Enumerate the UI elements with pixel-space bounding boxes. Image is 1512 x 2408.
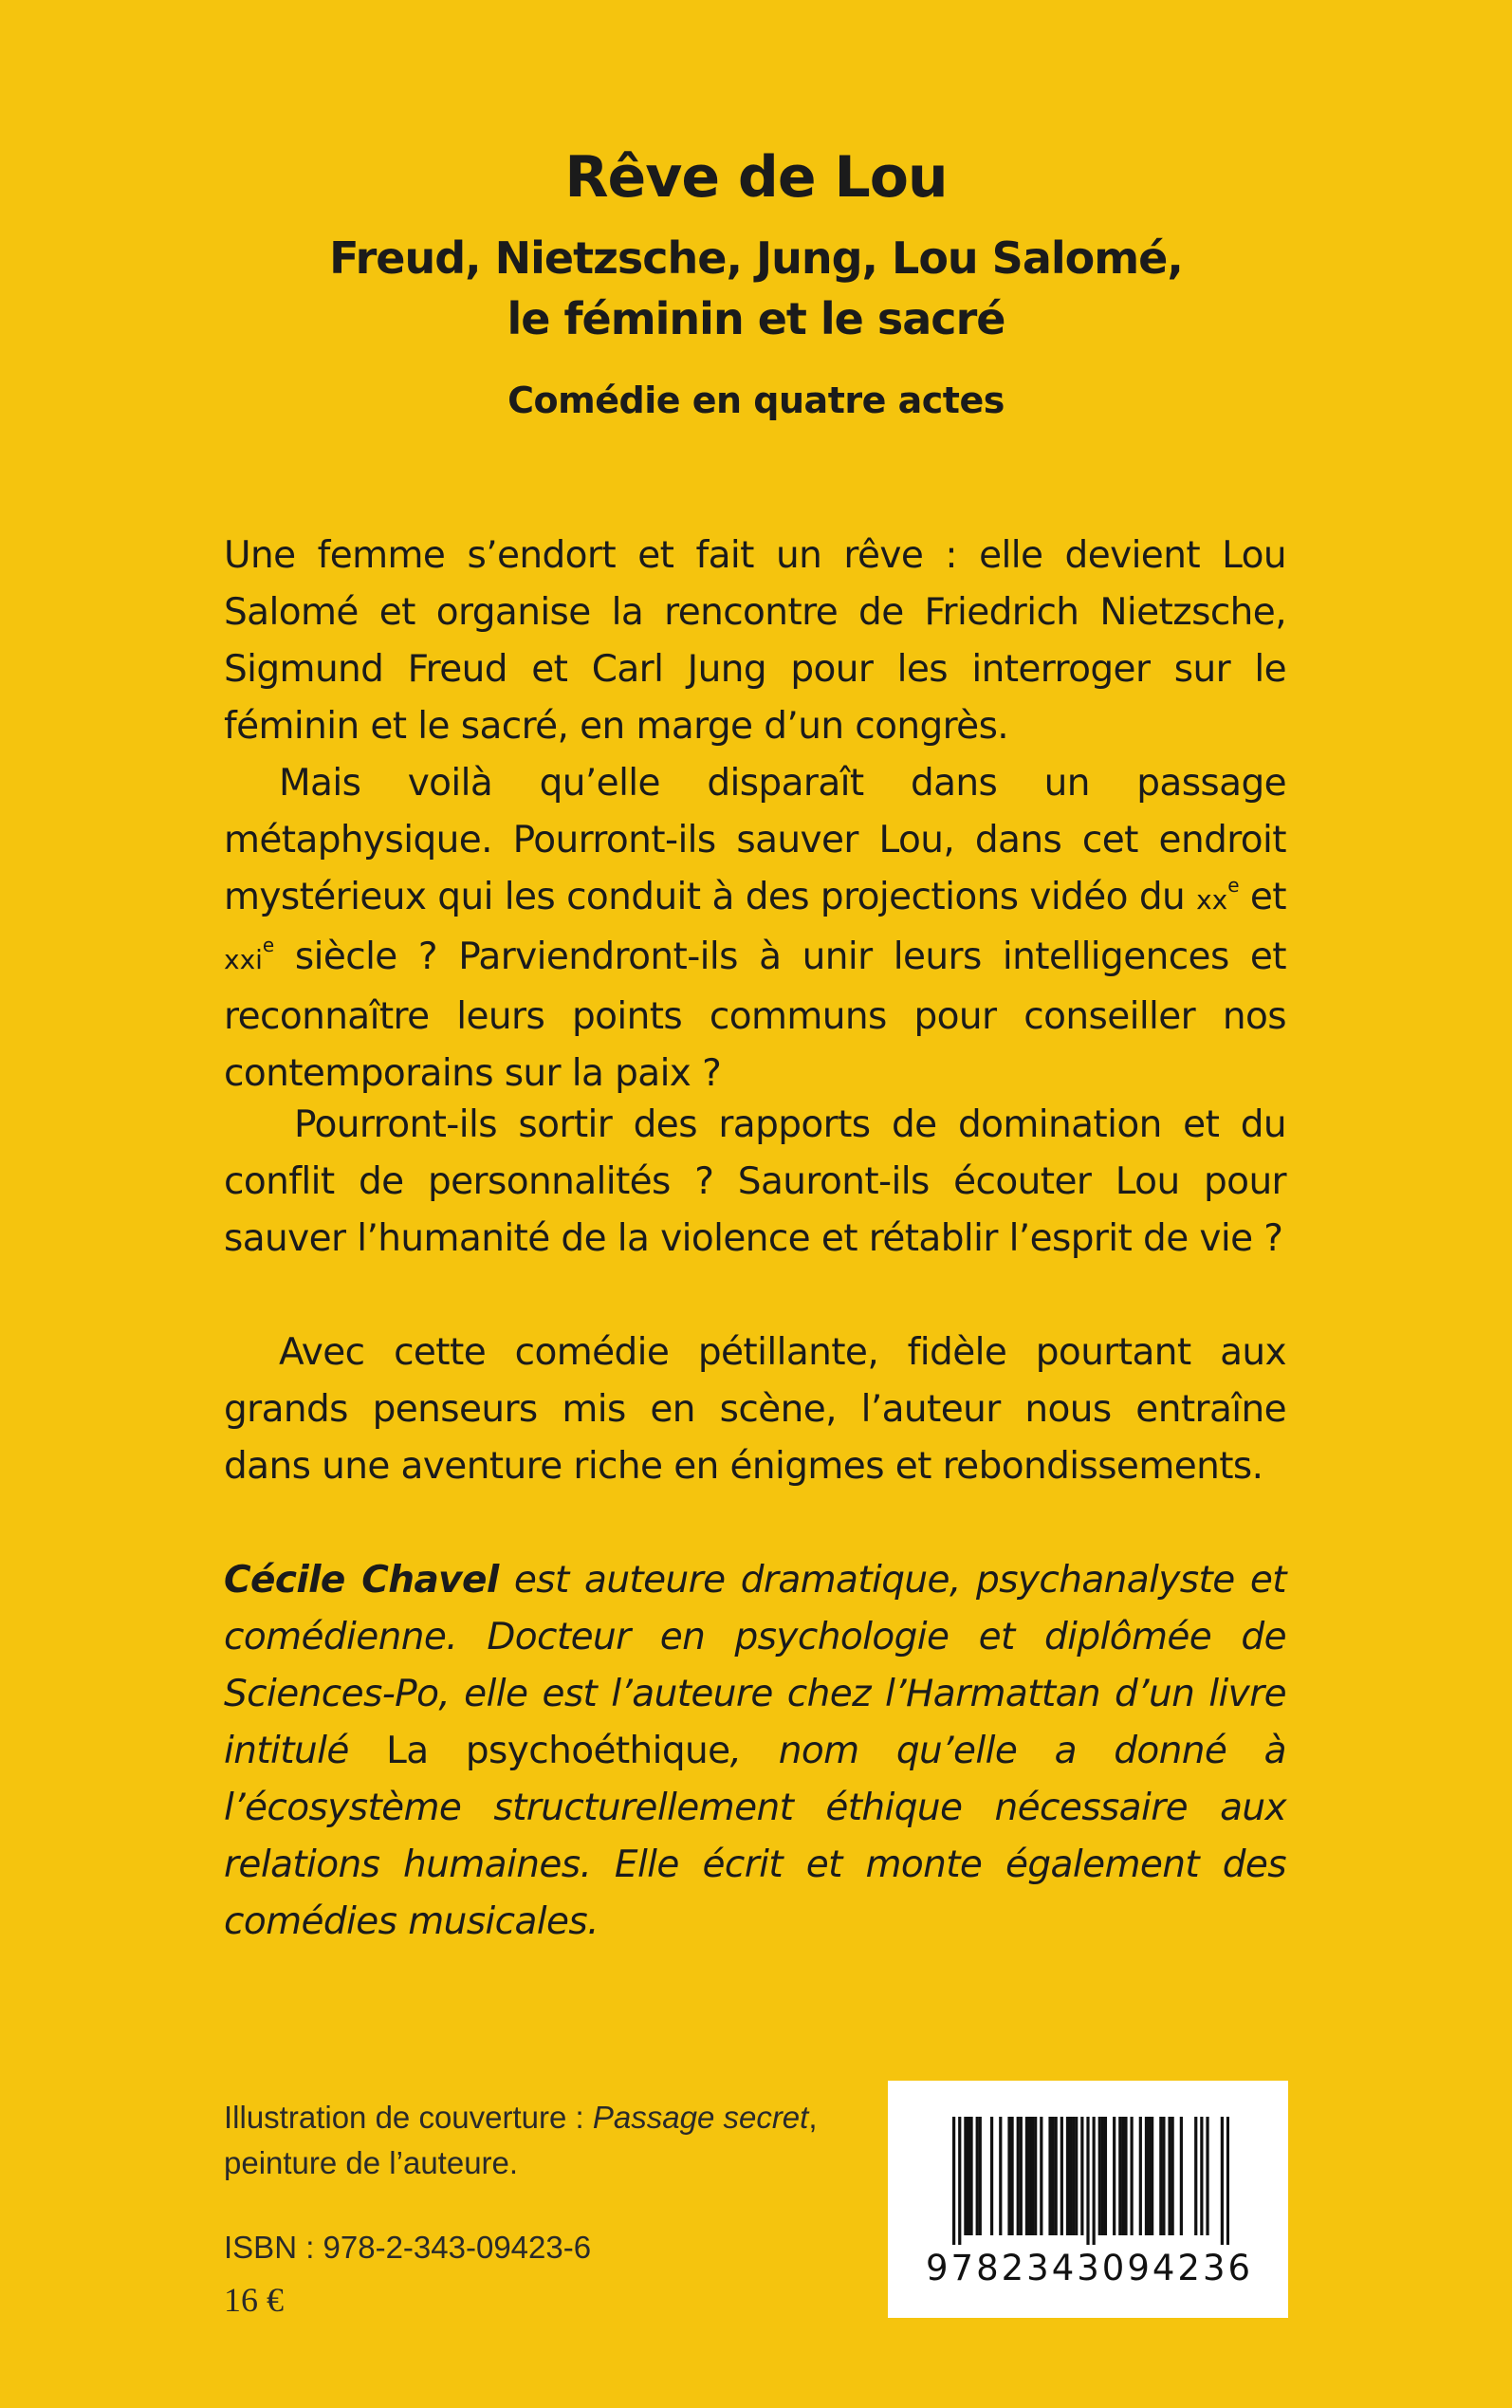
barcode-bar — [1194, 2117, 1197, 2235]
barcode-bar — [1101, 2117, 1104, 2235]
price: 16 € — [224, 2281, 284, 2319]
barcode-bar — [1093, 2117, 1096, 2245]
barcode-bar — [1221, 2117, 1224, 2245]
century-21: xxi — [224, 944, 263, 975]
barcode-bar — [1168, 2117, 1171, 2235]
barcode-bar — [1226, 2117, 1229, 2245]
barcode-bar — [952, 2117, 955, 2245]
barcode-bar — [1017, 2117, 1020, 2235]
author-name: Cécile Chavel — [224, 1559, 499, 1602]
blurb-paragraph-3 — [224, 1097, 1286, 1268]
blurb-paragraph-2-text — [224, 755, 1286, 1102]
illustration-credit — [224, 2095, 818, 2186]
barcode-bar — [1121, 2117, 1124, 2235]
barcode-bar — [1072, 2117, 1075, 2235]
barcode-bar — [1048, 2117, 1051, 2235]
barcode-bar — [958, 2117, 961, 2245]
barcode-bar — [1148, 2117, 1151, 2235]
century-20-superscript: e — [1227, 874, 1239, 897]
barcode-bar — [1007, 2117, 1010, 2235]
barcode-bar — [1055, 2117, 1058, 2235]
barcode-bar — [1080, 2117, 1083, 2235]
barcode-bar — [1010, 2117, 1013, 2235]
barcode-bar — [1113, 2117, 1116, 2235]
barcode-bar — [1025, 2117, 1028, 2235]
barcode-bar — [979, 2117, 982, 2235]
barcode-bar — [999, 2117, 1002, 2235]
barcode-bar — [1130, 2117, 1133, 2235]
barcode-digits: 9782343094236 — [926, 2248, 1254, 2288]
author-bio-part-b: , nom qu’elle a donné à l’écosystème structurellement éthique nécessaire aux relations humaines. Elle écrit et monte également des comédies musicales. — [224, 1730, 1286, 1943]
subtitle-line-1: Freud, Nietzsche, Jung, Lou Salomé, — [329, 232, 1183, 284]
blurb-paragraph-1 — [224, 528, 1286, 755]
illustration-title: Passage secret — [592, 2100, 809, 2135]
author-bio — [224, 1552, 1286, 1951]
para2-part-b: et — [1238, 876, 1286, 918]
barcode-bar — [1104, 2117, 1107, 2235]
barcode-bar — [1069, 2117, 1072, 2235]
barcode-bar — [1020, 2117, 1023, 2235]
subtitle-line-2: le féminin et le sacré — [507, 293, 1005, 344]
barcode-bar — [1151, 2117, 1153, 2235]
illustration-label: Illustration de couverture : — [224, 2100, 593, 2135]
barcode-bar — [1118, 2117, 1121, 2235]
barcode-bar — [1145, 2117, 1148, 2235]
barcode-bar — [1098, 2117, 1101, 2235]
barcode-bar — [1066, 2117, 1069, 2235]
blurb-paragraph-3-text: Pourront-ils sortir des rapports de domination et du conflit de personnalités ? Sauront-ils écouter Lou pour sauver l’humanité de la violence et rétablir l’esprit de vie ? — [224, 1103, 1286, 1260]
author-book-title: La psychoéthique — [386, 1730, 730, 1772]
blurb-paragraph-1-text: Une femme s’endort et fait un rêve : elle devient Lou Salomé et organise la rencontre de Friedrich Nietzsche, Sigmund Freud et Carl Jung pour les interroger sur le féminin et le sacré, en marge d’un congrès. — [224, 534, 1286, 748]
barcode-bar — [1124, 2117, 1127, 2235]
barcode-bar — [1031, 2117, 1034, 2235]
illustration-comma: , — [808, 2100, 818, 2135]
barcode-bar — [967, 2117, 969, 2235]
barcode-bar — [1052, 2117, 1055, 2235]
illustration-note: peinture de l’auteure. — [224, 2145, 519, 2180]
isbn: ISBN : 978-2-343-09423-6 — [224, 2230, 592, 2265]
book-subtitle — [0, 228, 1512, 349]
barcode — [888, 2081, 1288, 2318]
barcode-bar — [1159, 2117, 1162, 2235]
barcode-bar — [990, 2117, 993, 2235]
barcode-bar — [1060, 2117, 1063, 2235]
blurb-paragraph-4 — [224, 1324, 1286, 1495]
illustration-credit-line-1 — [224, 2095, 818, 2140]
barcode-bar — [1139, 2117, 1142, 2235]
para2-part-c: siècle ? Parviendront-ils à unir leurs intelligences et reconnaître leurs points communs pour conseiller nos contemporains sur la paix ? — [224, 935, 1286, 1095]
barcode-bar — [1200, 2117, 1203, 2235]
para2-part-a: Mais voilà qu’elle disparaît dans un passage métaphysique. Pourront-ils sauver Lou, dans cet endroit mystérieux qui les conduit à des projections vidéo du — [224, 762, 1286, 918]
blurb-paragraph-2 — [224, 755, 1286, 1102]
century-21-superscript: e — [262, 934, 274, 956]
century-20: xx — [1196, 884, 1228, 916]
book-title: Rêve de Lou — [564, 144, 948, 211]
barcode-bar — [1040, 2117, 1042, 2235]
barcode-bar — [1086, 2117, 1089, 2245]
barcode-bar — [1162, 2117, 1165, 2235]
barcode-bar — [1171, 2117, 1174, 2235]
barcode-bar — [1028, 2117, 1031, 2235]
barcode-bar — [1180, 2117, 1183, 2235]
barcode-bars — [952, 2117, 1229, 2245]
barcode-bar — [1206, 2117, 1208, 2235]
barcode-bar — [1075, 2117, 1078, 2235]
blurb-paragraph-4-text: Avec cette comédie pétillante, fidèle pourtant aux grands penseurs mis en scène, l’auteur nous entraîne dans une aventure riche en énigmes et rebondissements. — [224, 1331, 1286, 1488]
author-bio-part-a: est auteure dramatique, psychanalyste et comédienne. Docteur en psychologie et diplômée de Sciences-Po, elle est l’auteure chez l’Harmattan d’un livre intitulé — [224, 1559, 1286, 1772]
barcode-bar — [976, 2117, 979, 2235]
barcode-bar — [1034, 2117, 1037, 2235]
barcode-bar — [969, 2117, 972, 2235]
author-bio-text — [224, 1552, 1286, 1951]
book-genre: Comédie en quatre actes — [507, 380, 1005, 421]
barcode-bar — [964, 2117, 967, 2235]
